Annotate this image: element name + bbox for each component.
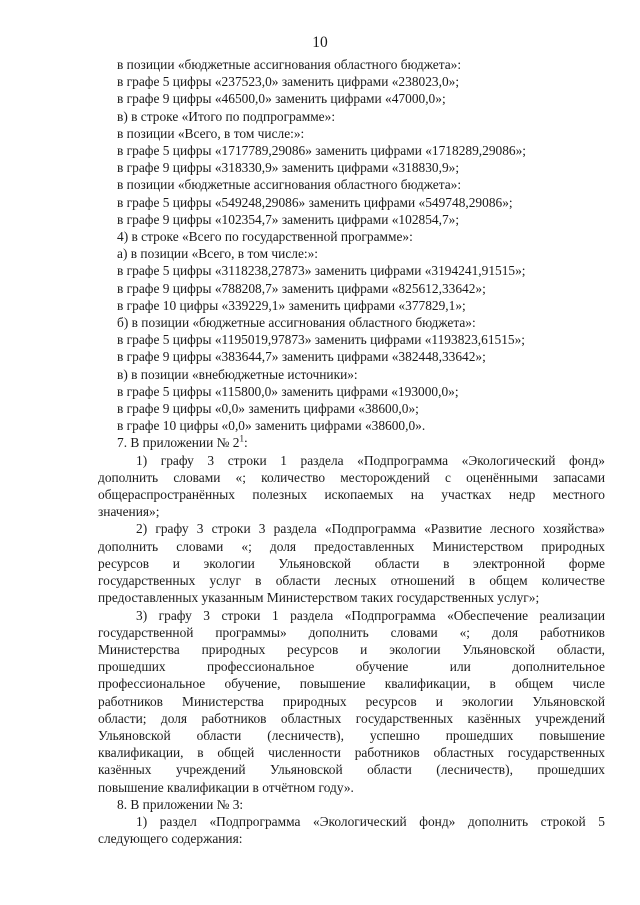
text-line: области; доля работников областных государственных казённых учреждений — [98, 710, 605, 726]
text-line: в графе 9 цифры «788208,7» заменить цифрами «825612,33642»; — [117, 280, 486, 296]
text-line: казённых учреждений Ульяновской области (лесничеств), прошедших — [98, 762, 605, 778]
text-line: в) в позиции «внебюджетные источники»: — [117, 366, 358, 382]
text-line: государственной программы» дополнить словами «; доля работников — [98, 624, 605, 640]
text-line: в позиции «бюджетные ассигнования областного бюджета»: — [117, 177, 462, 193]
appendix-2-heading: 7. В приложении № $2^1$: — [117, 434, 248, 451]
text-line: значения»; — [98, 504, 160, 520]
text-line: в графе 9 цифры «318330,9» заменить цифрами «318830,9»; — [117, 160, 460, 176]
paragraph-1 — [98, 452, 605, 521]
document-body — [98, 56, 605, 847]
text-line: в графе 9 цифры «0,0» заменить цифрами «38600,0»; — [117, 401, 419, 417]
text-line: в графе 10 цифры «339229,1» заменить цифрами «377829,1»; — [117, 297, 466, 313]
text-line: в графе 5 цифры «549248,29086» заменить цифрами «549748,29086»; — [117, 194, 513, 210]
text-line: профессиональное обучение, повышение квалификации, в общем числе — [98, 676, 605, 692]
text-line: а) в позиции «Всего, в том числе:»: — [117, 246, 319, 262]
text-line: 3) графу 3 строки 1 раздела «Подпрограмма «Обеспечение реализации — [136, 607, 605, 623]
text-line: в графе 10 цифры «0,0» заменить цифрами «38600,0». — [117, 418, 426, 434]
text-line: б) в позиции «бюджетные ассигнования областного бюджета»: — [117, 315, 476, 331]
footnote-superscript: 1 — [239, 434, 244, 444]
text-line: 1) раздел «Подпрограмма «Экологический фонд» дополнить строкой 5 — [136, 813, 605, 829]
text-line: Министерства природных ресурсов и экологии Ульяновской области, — [98, 641, 605, 657]
text-line: в позиции «бюджетные ассигнования областного бюджета»: — [117, 57, 462, 72]
text-line: 2) графу 3 строки 3 раздела «Подпрограмма «Развитие лесного хозяйства» — [136, 521, 605, 537]
text-line: дополнить словами «; доля предоставленных Министерством природных — [98, 538, 605, 554]
text-line: в графе 5 цифры «115800,0» заменить цифрами «193000,0»; — [117, 383, 459, 399]
text-line: 4) в строке «Всего по государственной программе»: — [117, 229, 413, 245]
paragraph-4 — [98, 813, 605, 847]
text-line: в графе 5 цифры «1195019,97873» заменить цифрами «1193823,61515»; — [117, 332, 526, 348]
text-line: в графе 5 цифры «3118238,27873» заменить цифрами «3194241,91515»; — [117, 263, 526, 279]
text-line: 1) графу 3 строки 1 раздела «Подпрограмма «Экологический фонд» — [136, 452, 605, 468]
text-line: ресурсов и экологии Ульяновской области в электронной форме — [98, 555, 605, 571]
text-line: в позиции «Всего, в том числе:»: — [117, 125, 305, 141]
text-line: работников Министерства природных ресурсов и экологии Ульяновской — [98, 693, 605, 709]
text-line: квалификации, в общей численности работников областных государственных — [98, 745, 605, 761]
appendix-3-heading: 8. В приложении № 3: — [117, 796, 244, 812]
text-line: общераспространённых полезных ископаемых на участках недр местного — [98, 487, 605, 503]
text-line: государственных услуг в области лесных отношений в общем количестве — [98, 573, 605, 589]
text-line: Ульяновской области (лесничеств), успешно прошедших повышение — [98, 727, 605, 743]
text-line: в графе 5 цифры «237523,0» заменить цифрами «238023,0»; — [117, 74, 460, 90]
text-line: в графе 9 цифры «102354,7» заменить цифрами «102854,7»; — [117, 211, 460, 227]
text-line: в графе 9 цифры «46500,0» заменить цифрами «47000,0»; — [117, 91, 446, 107]
page-number: 10 — [312, 34, 328, 51]
text-line: повышение квалификации в отчётном году». — [98, 779, 354, 795]
text-line: дополнить словами «; количество месторождений с оценёнными запасами — [98, 469, 605, 485]
paragraph-2 — [98, 520, 605, 606]
text-line: предоставленных указанным Министерством таких государственных услуг»; — [98, 590, 540, 606]
text-line: прошедших профессиональное обучение или дополнительное — [98, 659, 605, 675]
text-line: в графе 5 цифры «1717789,29086» заменить цифрами «1718289,29086»; — [117, 143, 527, 159]
text-line: в графе 9 цифры «383644,7» заменить цифрами «382448,33642»; — [117, 349, 486, 365]
text-line: в) в строке «Итого по подпрограмме»: — [117, 108, 336, 124]
paragraph-3 — [98, 607, 605, 796]
text-line: следующего содержания: — [98, 831, 243, 847]
